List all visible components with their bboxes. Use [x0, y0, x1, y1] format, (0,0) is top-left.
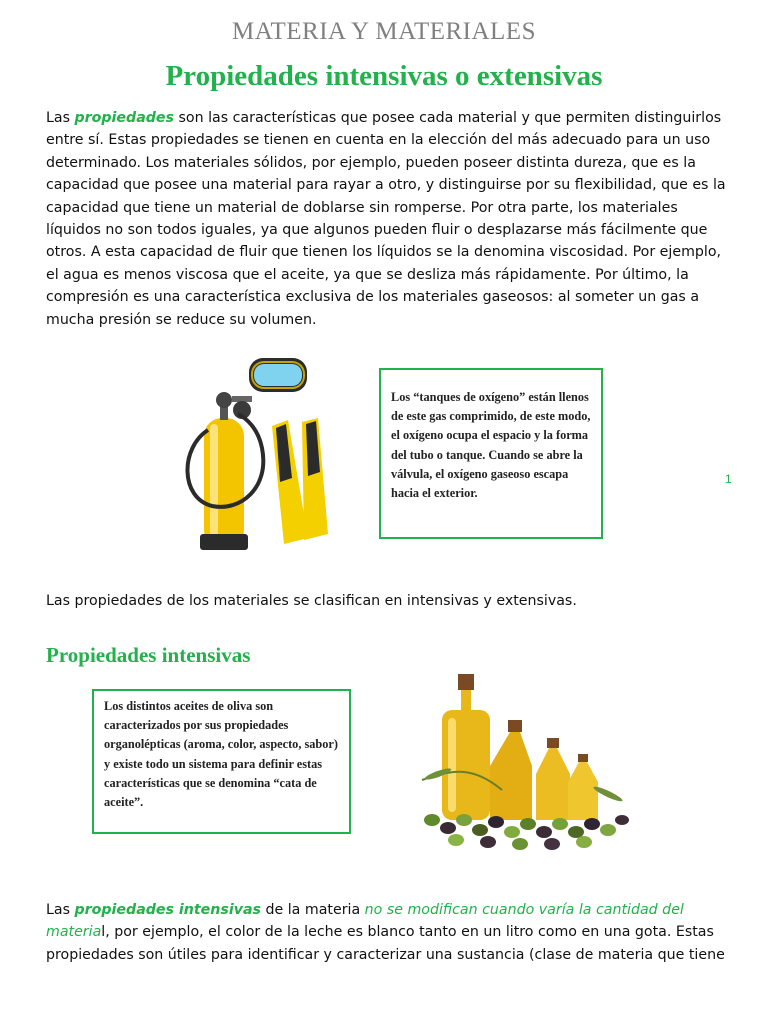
- document-header: MATERIA Y MATERIALES: [232, 18, 536, 45]
- olive-oil-caption: Los distintos aceites de oliva son caracterizados por sus propiedades organolépticas (aroma, color, aspecto, sabor) y existe todo un sistema para definir estas características que se denomina “cata de aceite”.: [92, 689, 351, 834]
- intro-paragraph: [46, 107, 726, 331]
- classification-sentence: Las propiedades de los materiales se clasifican en intensivas y extensivas.: [46, 593, 577, 609]
- keyword-propiedades: propiedades: [74, 110, 174, 126]
- intensive-text-mid: de la materia: [260, 902, 365, 918]
- intensive-properties-paragraph: [46, 899, 726, 966]
- olive-oil-image: [382, 670, 665, 856]
- keyword-propiedades-intensivas: propiedades intensivas: [74, 902, 261, 918]
- intensive-definition: no se modifican cuando varía la cantidad del materia: [46, 902, 684, 941]
- diving-gear-image: [180, 348, 345, 560]
- intensive-text-start: Las: [46, 902, 75, 918]
- page-title: Propiedades intensivas o extensivas: [165, 60, 603, 92]
- page-number: 1: [725, 472, 732, 486]
- intro-text-body: son las características que posee cada material y que permiten distinguirlos entre sí. Estas propiedades se tienen en cuenta en la elección del más adecuado para un uso determinado. Los materiales sólidos, por ejemplo, pueden poseer distinta dureza, que es la capacidad que posee una material para rayar a otro, y distinguirse por su flexibilidad, que es la capacidad que tiene un material de doblarse sin romperse. Por otra parte, los materiales líquidos no son todos iguales, ya que algunos pueden fluir o desplazarse más fácilmente que otros. A esta capacidad de fluir que tienen los líquidos se la denomina viscosidad. Por ejemplo, el agua es menos viscosa que el aceite, ya que se desliza más rápidamente. Por último, la compresión es una característica exclusiva de los materiales gaseosos: al someter un gas a mucha presión se reduce su volumen.: [46, 110, 726, 328]
- oxygen-tank-caption: Los “tanques de oxígeno” están llenos de este gas comprimido, de este modo, el oxígeno ocupa el espacio y la forma del tubo o tanque. Cuando se abre la válvula, el oxígeno gaseoso escapa hacia el exterior.: [379, 368, 603, 539]
- intensive-text-body: l, por ejemplo, el color de la leche es blanco tanto en un litro como en una gota. Estas propiedades son útiles para identificar y caracterizar una sustancia (clase de materia que tiene: [46, 924, 725, 963]
- intro-text-start: Las: [46, 110, 75, 126]
- section-heading-intensivas: Propiedades intensivas: [46, 643, 251, 667]
